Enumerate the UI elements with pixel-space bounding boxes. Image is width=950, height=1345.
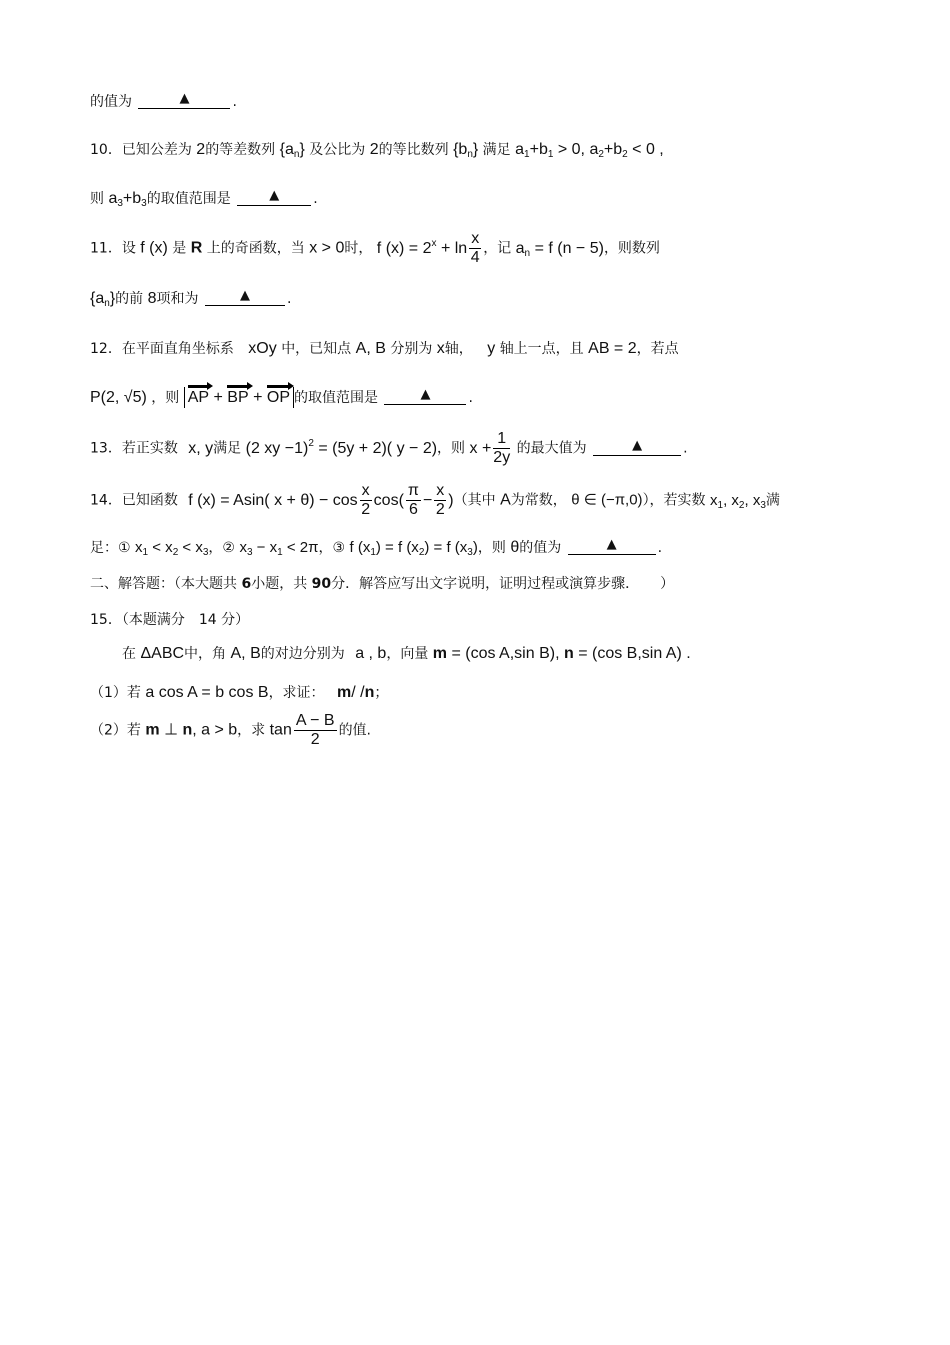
q14-text: ），若实数 (642, 492, 706, 509)
q14-math: $x_3 - x_1 < 2\pi$ (239, 539, 319, 558)
q12-math: x (436, 340, 445, 357)
fraction: $\frac{x}{4}$ (470, 230, 480, 266)
q11-math: f (x) (140, 239, 168, 257)
triangle-icon: ▲ (632, 437, 643, 453)
answer-blank (593, 439, 681, 456)
q14-math: $x_1$, $x_2$, $x_3$ (710, 491, 766, 511)
q12-text: ，则 (151, 390, 180, 406)
q12-text: 轴， (444, 341, 473, 357)
q10-math: $\{a_n\}$ (279, 141, 305, 160)
q11-math: $a_n = f$ (n − 5) (515, 239, 604, 259)
q14-text: ，③ (318, 540, 346, 556)
q13-text: 13．若正实数 (90, 440, 178, 457)
answer-blank (138, 92, 230, 109)
q11-text: ，记 (483, 240, 512, 257)
q12-text: ，若点 (636, 341, 679, 357)
q15-math: a cos A = b cos B (145, 684, 269, 701)
q10-text: 及公比为 (309, 142, 366, 158)
fraction: $\frac{x}{2}$ (435, 482, 445, 518)
q11-math: $\{a_n\}$ (90, 290, 116, 309)
question-12 (90, 339, 679, 359)
q15-math: ΔABC (140, 645, 185, 662)
vector-sum-abs: AP + BP + OP (184, 387, 294, 408)
q13-text: 满足 (213, 440, 242, 457)
fraction: $\frac{A - B}{2}$ (295, 712, 335, 748)
q11-math: f $(x) = 2^x + \ln$ $\frac{x}{4}$ (376, 230, 480, 266)
q12-text: 的取值范围是 (294, 390, 379, 406)
question-15-part-2: （2）若 m ⊥ n, a > b，求 tan $\frac{A - B}{2}$ 的值. (90, 712, 372, 748)
q10-math: $a_1+b_1 > 0$, $a_2+b_2 < 0$ , (515, 141, 664, 160)
q14-text: ，② (208, 540, 235, 556)
question-12-cont: P(2, √5) ，则 AP + BP + OP 的取值范围是 ▲ . (90, 387, 473, 406)
answer-blank (205, 289, 285, 306)
q14-math: f (x) = Asin( x + θ) − cos $\frac{x}{2}$ cos( $\frac{\pi}{6}$ − $\frac{x}{2}$ ) (188, 482, 454, 518)
q14-text: 为常数， (510, 492, 567, 509)
triangle-icon: ▲ (269, 188, 280, 203)
q11-text: 是 (172, 240, 187, 257)
q11-text: 时， (344, 240, 373, 257)
q15-math: = (cos A,sin B), (451, 645, 560, 662)
q10-math: $\{b_n\}$ (453, 141, 479, 160)
q12-math: y (487, 340, 496, 357)
q14-text: （其中 (453, 492, 496, 509)
vector-bp: BP (227, 389, 249, 406)
q10-text: 10．已知公差为 (90, 142, 192, 158)
q14-math: $x_1 < x_2 < x_3$ (135, 539, 209, 558)
q14-text: ，则 (477, 540, 506, 556)
vector-ap: AP (187, 389, 210, 406)
q11-text: 上的奇函数，当 (206, 240, 305, 257)
q11-text: ，则数列 (603, 240, 660, 257)
q12-math: AB = 2 (588, 340, 637, 357)
q15-math: m (337, 684, 352, 701)
question-11-cont: $\{a_n\}$的前 8项和为 ▲ . (90, 288, 292, 309)
q11-math: x > 0 (309, 239, 345, 257)
q11-text: 的前 (115, 291, 144, 307)
triangle-icon: ▲ (606, 537, 617, 552)
fraction: $\frac{x}{2}$ (361, 482, 371, 518)
triangle-icon: ▲ (179, 91, 190, 106)
q14-math: θ ∈ (−π,0) (571, 491, 643, 509)
question-15-heading: 15．（本题满分 14 分） (90, 612, 250, 628)
triangle-icon: ▲ (239, 288, 250, 303)
q12-text: 分别为 (390, 341, 433, 357)
q12-text: 12．在平面直角坐标系 (90, 341, 234, 357)
answer-blank (237, 189, 311, 206)
q10-text: 满足 (482, 142, 511, 158)
q14-text: 足：① (90, 540, 131, 556)
question-11 (90, 230, 660, 267)
q10-math: 2 (369, 141, 379, 158)
question-15-part-1: （1）若 a cos A = b cos B，求证： m/ /n； (90, 684, 389, 701)
q10-math: $a_3+b_3$ (108, 190, 147, 209)
q11-text: 项和为 (156, 291, 199, 307)
q10-text: 的取值范围是 (146, 191, 231, 207)
q14-text: 14．已知函数 (90, 492, 178, 509)
question-10-cont: 则 $a_3+b_3$的取值范围是 ▲ . (90, 188, 318, 209)
q13-text: ，则 (437, 440, 466, 457)
q12-math: P(2, √5) (90, 389, 147, 406)
q12-math: xOy (248, 340, 277, 357)
prev-answer-line: 的值为 ▲ . (90, 91, 237, 110)
vector-op: OP (266, 389, 291, 406)
q10-text: 则 (90, 191, 104, 207)
q14-math: θ (510, 539, 520, 556)
q12-text: 轴上一点，且 (499, 341, 584, 357)
fraction: $\frac{\pi}{6}$ (407, 482, 419, 518)
q14-math: A (500, 491, 511, 509)
q14-math: f $(x_1) = f$ $(x_2) = f$ $(x_3)$ (349, 539, 478, 558)
question-15-stem: 在 ΔABC中，角 A, B的对边分别为 a , b，向量 m = (cos A,sin B), n = (cos B,sin A) . (122, 645, 691, 662)
q14-text: 满 (765, 492, 780, 509)
question-10 (90, 140, 664, 165)
q13-math: x + $\frac{1}{2y}$ (469, 430, 511, 466)
triangle-icon: ▲ (420, 387, 431, 402)
q15-math: n (563, 645, 574, 662)
question-13: 13．若正实数 x, y满足 (2 xy −1)$^2$ = (5y + 2)( y − 2)，则 x + $\frac{1}{2y}$ 的最大值为 ▲ . (90, 430, 688, 466)
q13-text: 的最大值为 (516, 440, 587, 457)
text: 的值为 (90, 94, 132, 110)
q10-text: 的等比数列 (378, 142, 449, 158)
question-14-cont: 足：① $x_1 < x_2 < x_3$，② $x_3 - x_1 < 2\pi$，③ f $(x_1) = f$ $(x_2) = f$ $(x_3)$，则 θ的值为 ▲ . (90, 537, 663, 558)
q13-math: (2 xy −1)$^2$ = (5y + 2)( y − 2) (245, 437, 438, 457)
q10-text: 的等差数列 (205, 142, 276, 158)
q12-math: A, B (355, 340, 386, 357)
q12-text: 中，已知点 (281, 341, 352, 357)
section-2-heading: 二、解答题：（本大题共 6小题，共 90分．解答应写出文字说明，证明过程或演算步骤． ） (90, 576, 675, 592)
answer-blank (568, 538, 656, 555)
q11-math: R (190, 239, 203, 257)
q11-text: 11．设 (90, 240, 136, 257)
question-14 (90, 482, 780, 519)
q15-math: A, B (230, 645, 261, 662)
answer-blank (384, 388, 466, 405)
q15-math: m (432, 645, 448, 662)
q13-math: x, y (188, 439, 214, 457)
q10-math: 2 (196, 141, 206, 158)
fraction: $\frac{1}{2y}$ (493, 430, 511, 466)
q15-math: m (145, 721, 160, 739)
q14-text: 的值为 (519, 540, 562, 556)
q11-math: 8 (147, 290, 157, 307)
q15-math: a , b (355, 645, 387, 662)
q15-math: = (cos B,sin A) . (578, 645, 691, 662)
